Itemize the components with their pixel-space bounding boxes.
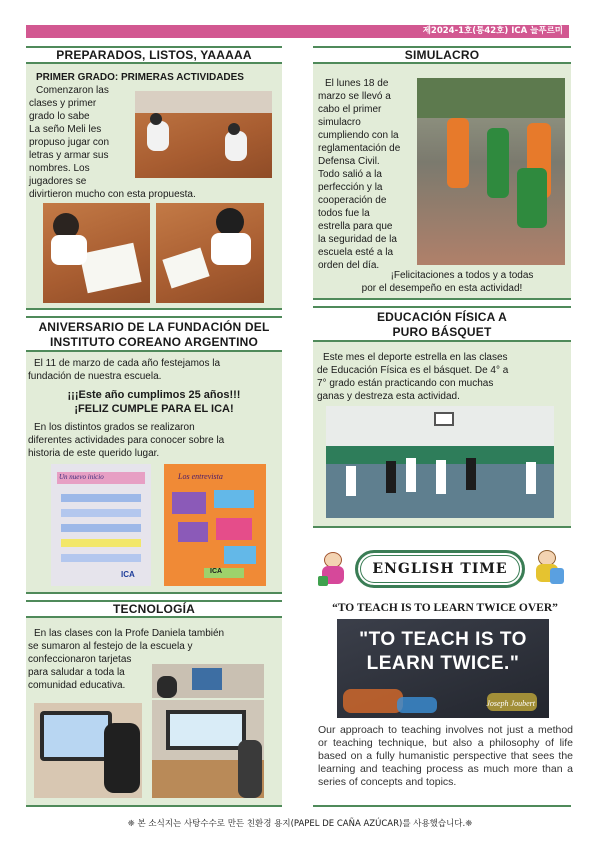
text-line: 7° grado están practicando con muchas — [317, 378, 494, 389]
photo-students-computers — [152, 700, 264, 798]
text-line: La seño Meli les — [29, 124, 102, 135]
section-educacion-fisica — [313, 306, 571, 526]
text-line: orden del día. — [318, 260, 380, 271]
photo-evacuation-drill — [417, 78, 565, 265]
title-line: EDUCACIÓN FÍSICA A — [376, 310, 508, 324]
section-simulacro — [313, 46, 571, 298]
section-subtitle: PRIMER GRADO: PRIMERAS ACTIVIDADES — [36, 72, 244, 83]
text-line: El lunes 18 de — [325, 78, 389, 89]
english-body-text: Our approach to teaching involves not just a method or teaching technique, but also a philosophy of life based on a fully humanistic perspective that sees the learning and teaching process as much more than a series of concepts and topics. — [318, 724, 573, 788]
text-line: estrella para que — [318, 221, 393, 232]
divider — [26, 592, 282, 594]
highlight-text: ¡¡¡Este año cumplimos 25 años!!! — [67, 389, 241, 401]
photo-boy-writing — [156, 203, 264, 303]
kid-illustration-left — [318, 550, 348, 588]
text-line: clases y primer — [29, 98, 97, 109]
quote-title: “TO TEACH IS TO LEARN TWICE OVER” — [332, 602, 558, 614]
text-line: propuso jugar con — [29, 137, 110, 148]
section-title: SIMULACRO — [313, 46, 571, 64]
english-time-title: ENGLISH TIME — [355, 550, 525, 588]
banner-text: "TO TEACH IS TO — [359, 629, 527, 650]
text-line: perfección y la — [318, 182, 383, 193]
poster-interview — [164, 464, 266, 586]
kid-illustration-right — [530, 548, 564, 588]
text-line: confeccionaron tarjetas — [28, 654, 132, 665]
text-line: para saludar a toda la — [28, 667, 125, 678]
text-line: reglamentación de — [318, 143, 401, 154]
highlight-text: ¡FELIZ CUMPLE PARA EL ICA! — [74, 403, 234, 415]
text-line: nombres. Los — [29, 163, 90, 174]
section-title — [313, 306, 571, 342]
divider — [26, 805, 282, 807]
section-aniversario — [26, 316, 282, 592]
text-line: cooperación de — [318, 195, 387, 206]
text-line: la seguridad de la — [318, 234, 397, 245]
text-line: ganas y destreza esta actividad. — [317, 391, 460, 402]
text-line: de Educación Física es el básquet. De 4° a — [317, 365, 509, 376]
text-line: cumpliendo con la — [318, 130, 399, 141]
poster-heading: Un nuevo inicio — [59, 473, 104, 481]
poster-brand: ICA — [210, 568, 223, 575]
section-preparados — [26, 46, 282, 308]
section-tecnologia — [26, 600, 282, 805]
photo-basketball-class — [326, 406, 554, 518]
poster-history — [51, 464, 151, 586]
text-line: fundación de nuestra escuela. — [28, 371, 162, 382]
text-line: El 11 de marzo de cada año festejamos la — [34, 358, 221, 369]
text-line: Todo salió a la — [318, 169, 382, 180]
text-line: jugadores se — [29, 176, 87, 187]
issue-label: 제2024-1호(통42호) ICA 늘푸르미 — [417, 25, 569, 38]
closing-text: ¡Felicitaciones a todos y a todas — [390, 270, 534, 281]
text-line: divirtieron mucho con esta propuesta. — [29, 189, 196, 200]
divider — [313, 526, 571, 528]
text-line: marzo se llevó a — [318, 91, 391, 102]
title-line: INSTITUTO COREANO ARGENTINO — [49, 335, 259, 349]
footer-note: ❈ 본 소식지는 사탕수수로 만든 친환경 용지(PAPEL DE CAÑA AZÚCAR)를 사용했습니다.❈ — [127, 819, 473, 829]
section-title: PREPARADOS, LISTOS, YAAAAA — [26, 46, 282, 64]
poster-brand: ICA — [121, 570, 135, 579]
text-line: En las clases con la Profe Daniela también — [34, 628, 225, 639]
banner-text: LEARN TWICE." — [366, 653, 520, 674]
photo-tablet-card — [34, 703, 142, 798]
section-title — [26, 316, 282, 352]
text-line: Este mes el deporte estrella en las clases — [323, 352, 508, 363]
photo-girl-writing — [43, 203, 150, 303]
text-line: se sumaron al festejo de la escuela y — [28, 641, 193, 652]
text-line: Comenzaron las — [36, 85, 109, 96]
photo-computer-class — [152, 664, 264, 698]
photo-children-letters — [135, 91, 272, 178]
text-line: cabo el primer — [318, 104, 382, 115]
text-line: simulacro — [318, 117, 361, 128]
poster-heading: Los entrevista — [178, 472, 223, 481]
title-line: PURO BÁSQUET — [392, 325, 492, 339]
divider — [26, 308, 282, 310]
text-line: todos fue la — [318, 208, 370, 219]
text-line: comunidad educativa. — [28, 680, 126, 691]
banner-author: Joseph Joubert — [486, 699, 535, 708]
text-line: grado lo sabe — [29, 111, 90, 122]
section-title: TECNOLOGÍA — [26, 600, 282, 618]
text-line: letras y armar sus — [29, 150, 109, 161]
divider — [313, 805, 571, 807]
text-line: diferentes actividades para conocer sobre la — [28, 435, 225, 446]
text-line: Defensa Civil. — [318, 156, 380, 167]
divider — [313, 298, 571, 300]
text-line: escuela esté a la — [318, 247, 394, 258]
quote-banner — [337, 619, 549, 718]
title-line: ANIVERSARIO DE LA FUNDACIÓN DEL — [38, 320, 270, 334]
closing-text: por el desempeño en esta actividad! — [361, 283, 523, 294]
text-line: historia de este querido lugar. — [28, 448, 160, 459]
text-line: En los distintos grados se realizaron — [34, 422, 195, 433]
